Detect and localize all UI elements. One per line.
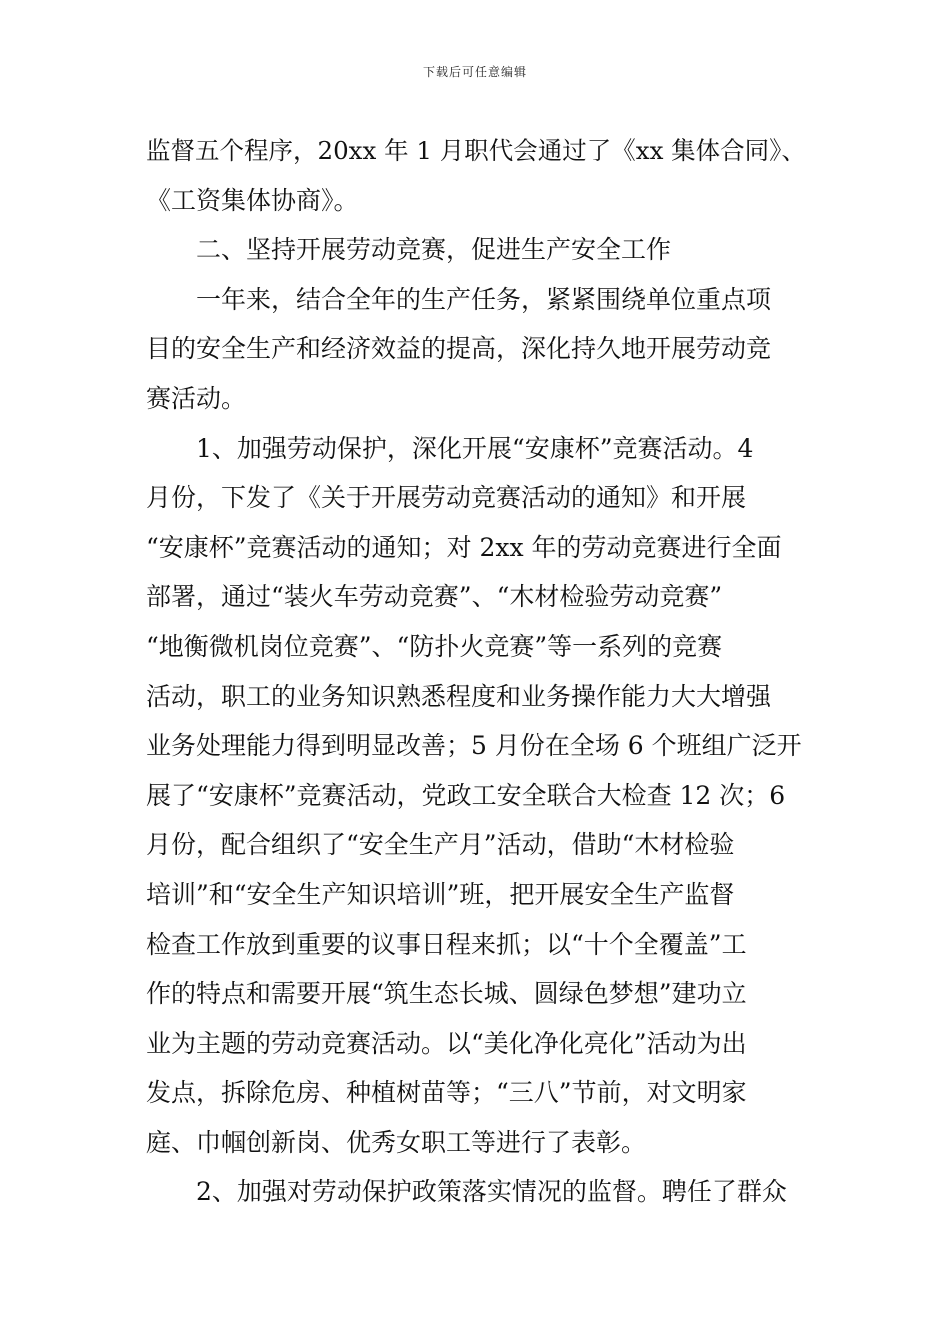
text-line: 《工资集体协商》。 [146,185,359,215]
text-line: “安康杯”竞赛活动的通知；对 2xx 年的劳动竞赛进行全面 [146,532,782,562]
text-line: “地衡微机岗位竞赛”、“防扑火竞赛”等一系列的竞赛 [146,631,723,661]
text-line: 2、加强对劳动保护政策落实情况的监督。聘任了群众 [196,1177,787,1207]
text-line: 检查工作放到重要的议事日程来抓；以“十个全覆盖”工 [146,929,747,959]
text-line: 活动，职工的业务知识熟悉程度和业务操作能力大大增强 [146,681,772,711]
text-line: 1、加强劳动保护，深化开展“安康杯”竞赛活动。4 [196,433,754,463]
text-line: 培训”和“安全生产知识培训”班，把开展安全生产监督 [146,879,735,909]
text-line: 部署，通过“装火车劳动竞赛”、“木材检验劳动竞赛” [146,582,723,612]
text-line: 业务处理能力得到明显改善；5 月份在全场 6 个班组广泛开 [146,731,802,761]
header-note: 下载后可任意编辑 [422,65,527,79]
body-text [146,126,806,1217]
section-heading: 二、坚持开展劳动竞赛，促进生产安全工作 [196,235,672,265]
text-line: 发点，拆除危房、种植树苗等；“三八”节前，对文明家 [146,1078,747,1108]
text-line: 作的特点和需要开展“筑生态长城、圆绿色梦想”建功立 [146,979,747,1009]
text-line: 月份，配合组织了“安全生产月”活动，借助“木材检验 [146,830,735,860]
text-line: 监督五个程序，20xx 年 1 月职代会通过了《xx 集体合同》、 [146,136,806,165]
text-line: 目的安全生产和经济效益的提高，深化持久地开展劳动竞 [146,334,772,364]
text-line: 庭、巾帼创新岗、优秀女职工等进行了表彰。 [146,1127,647,1157]
text-line: 赛活动。 [146,383,247,413]
text-line: 业为主题的劳动竞赛活动。以“美化净化亮化”活动为出 [146,1028,747,1058]
text-line: 一年来，结合全年的生产任务，紧紧围绕单位重点项 [196,284,772,314]
text-line: 月份，下发了《关于开展劳动竞赛活动的通知》和开展 [146,483,747,513]
text-line: 展了“安康杯”竞赛活动，党政工安全联合大检查 12 次；6 [146,780,786,810]
